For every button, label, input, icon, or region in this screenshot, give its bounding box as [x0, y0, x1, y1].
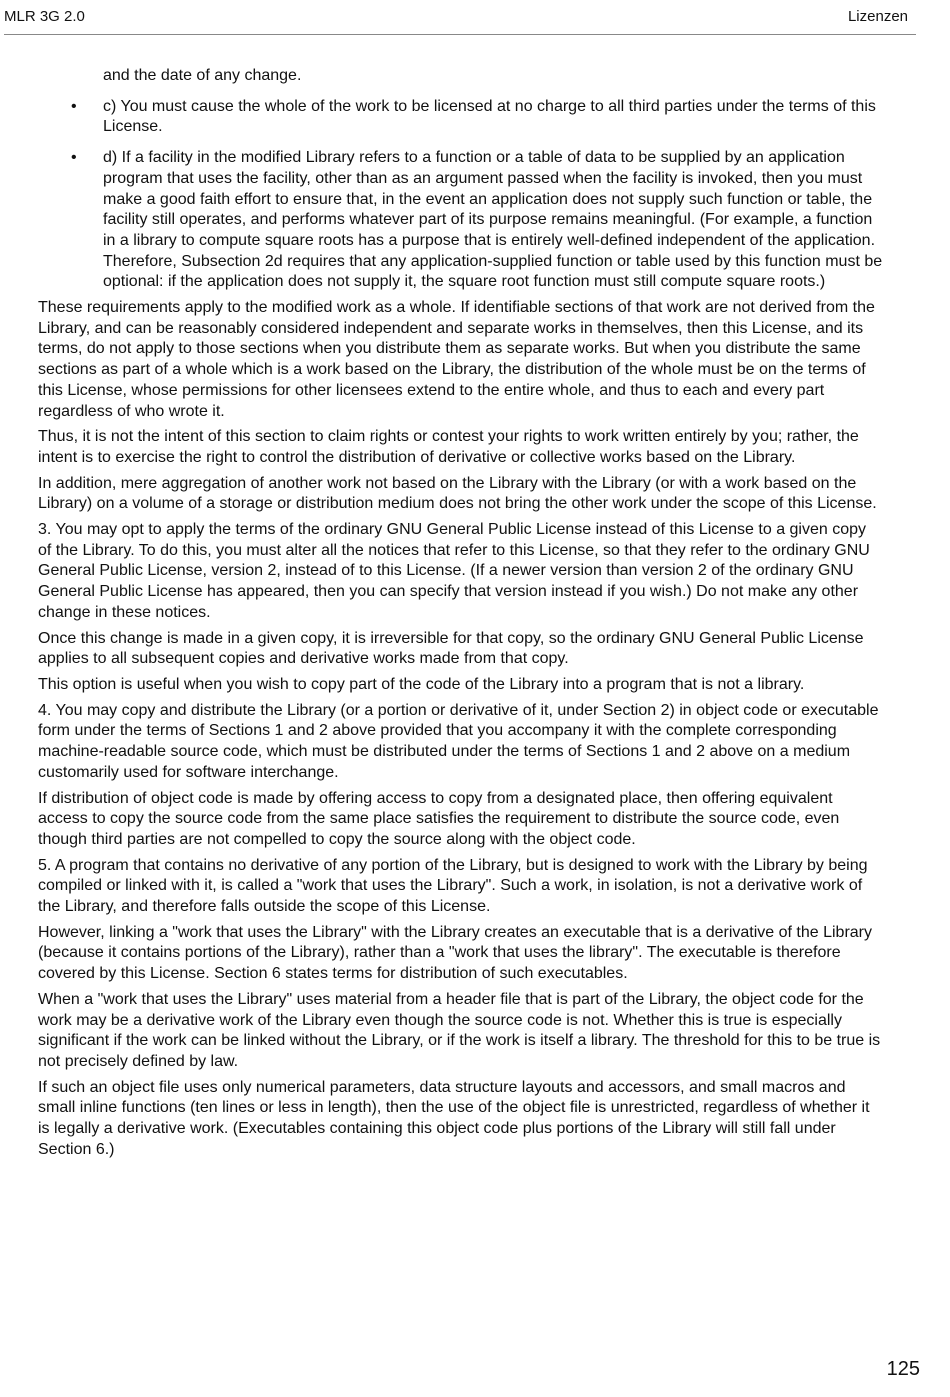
- paragraph: Thus, it is not the intent of this section to claim rights or contest your rights to work written entirely by you; rather, the intent is to exercise the right to control the distribution of derivative or collective works based on the Library.: [38, 428, 859, 466]
- paragraph: If such an object file uses only numerical parameters, data structure layouts and accessors, and small macros and small inline functions (ten lines or less in length), then the use of the object file is unrestricted, regardless of whether it is legally a derivative work. (Executables containing this object code plus portions of the Library will still fall under Section 6.): [38, 1078, 870, 1158]
- continuation-text: and the date of any change.: [103, 67, 302, 84]
- page-header: [4, 8, 916, 35]
- paragraph: In addition, mere aggregation of another work not based on the Library with the Library (or with a work based on the Library) on a volume of a storage or distribution medium does not bring the other work under the scope of this License.: [38, 474, 877, 513]
- list-item-text: d) If a facility in the modified Library refers to a function or a table of data to be supplied by an application program that uses the facility, other than as an argument passed when the facility is invoked, then you must make a good faith effort to ensure that, in the event an application does not supply such function or table, the facility still operates, and performs whatever part of its purpose remains meaningful. (For example, a function in a library to compute square roots has a purpose that is entirely well-defined independent of the application. Therefore, Subsection 2d requires that any application-supplied function or table used by this function must be optional: if the application does not supply it, the square root function must still compute square roots.): [103, 149, 883, 291]
- paragraph: 5. A program that contains no derivative of any portion of the Library, but is designed to work with the Library by being compiled or linked with it, is called a "work that uses the Library". Such a work, in isolation, is not a derivative work of the Library, and therefore falls outside the scope of this License.: [38, 856, 868, 916]
- document-title: MLR 3G 2.0: [4, 8, 85, 25]
- page-body: [38, 66, 883, 1165]
- paragraph: These requirements apply to the modified work as a whole. If identifiable sections of that work are not derived from the Library, and can be reasonably considered independent and separate works in themselves, then this License, and its terms, do not apply to those sections when you distribute them as separate works. But when you distribute the same sections as part of a whole which is a work based on the Library, the distribution of the whole must be on the terms of this License, whose permissions for other licensees extend to the entire whole, and thus to each and every part regardless of who wrote it.: [38, 299, 875, 420]
- paragraph: However, linking a "work that uses the Library" with the Library creates an executable that is a derivative of the Library (because it contains portions of the Library), rather than a "work that uses the library". The executable is therefore covered by this License. Section 6 states terms for distribution of such executables.: [38, 923, 872, 983]
- bullet-icon: •: [71, 97, 77, 115]
- paragraph: If distribution of object code is made by offering access to copy from a designated place, then offering equivalent access to copy the source code from the same place satisfies the requirement to distribute the source code, even though third parties are not compelled to copy the source along with the object code.: [38, 789, 840, 848]
- section-title: Lizenzen: [847, 8, 908, 25]
- paragraph: 3. You may opt to apply the terms of the ordinary GNU General Public License instead of this License to a given copy of the Library. To do this, you must alter all the notices that refer to this License, so that they refer to the ordinary GNU General Public License, version 2, instead of to this License. (If a newer version than version 2 of the ordinary GNU General Public License has appeared, then you can specify that version instead if you wish.) Do not make any other change in these notices.: [38, 521, 870, 621]
- bullet-icon: •: [71, 149, 77, 167]
- page-number: 125: [886, 1358, 920, 1380]
- paragraph: Once this change is made in a given copy, it is irreversible for that copy, so the ordinary GNU General Public License applies to all subsequent copies and derivative works made from that copy.: [38, 629, 864, 668]
- paragraph: 4. You may copy and distribute the Library (or a portion or derivative of it, under Section 2) in object code or executable form under the terms of Sections 1 and 2 above provided that you accompany it with the complete corresponding machine-readable source code, which must be distributed under the terms of Sections 1 and 2 above on a medium customarily used for software interchange.: [38, 701, 879, 781]
- list-item: [71, 97, 883, 138]
- list-item-text: c) You must cause the whole of the work to be licensed at no charge to all third parties under the terms of this License.: [103, 97, 876, 136]
- paragraph: This option is useful when you wish to copy part of the code of the Library into a program that is not a library.: [38, 675, 805, 693]
- paragraph: When a "work that uses the Library" uses material from a header file that is part of the Library, the object code for the work may be a derivative work of the Library even though the source code is not. Whether this is true is especially significant if the work can be linked without the Library, or if the work is itself a library. The threshold for this to be true is not precisely defined by law.: [38, 990, 881, 1070]
- list-item: [71, 148, 883, 293]
